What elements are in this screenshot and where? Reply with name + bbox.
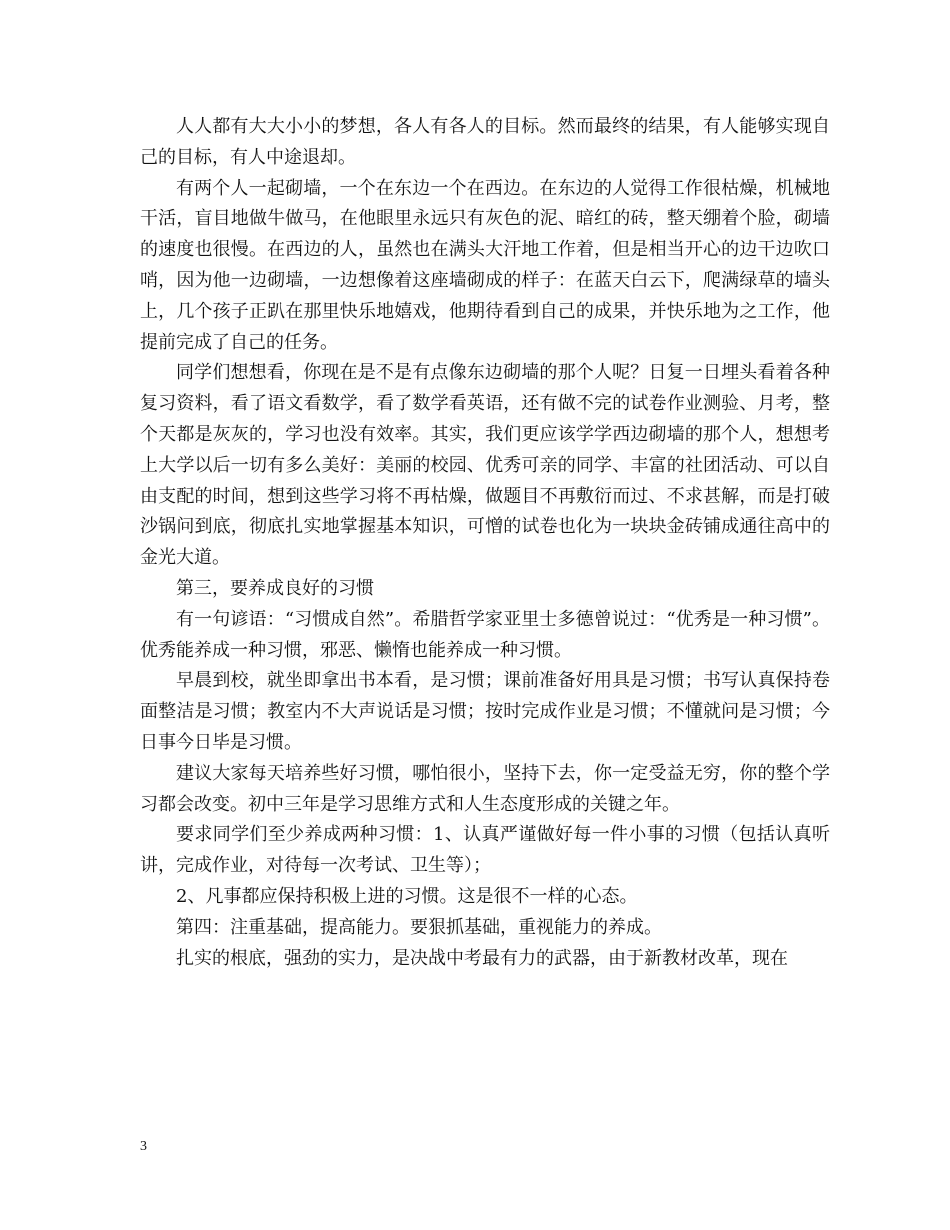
paragraph-foundation: 扎实的根底，强劲的实力，是决战中考最有力的武器，由于新教材改革，现在 bbox=[176, 947, 788, 969]
paragraph-requirement-2: 2、凡事都应保持积极上进的习惯。这是很不一样的心态。 bbox=[176, 885, 638, 907]
heading-third-habits: 第三，要养成良好的习惯 bbox=[176, 577, 374, 599]
paragraph-suggestion: 建议大家每天培养些好习惯，哪怕很小，坚持下去，你一定受益无穷，你的整个学习都会改变。初中三年是学习思维方式和人生态度形成的关键之年。 bbox=[140, 762, 830, 815]
paragraph-students: 同学们想想看，你现在是不是有点像东边砌墙的那个人呢？日复一日埋头看着各种复习资料，看了语文看数学，看了数学看英语，还有做不完的试卷作业测验、月考，整个天都是灰灰的，学习也没有效率。其实，我们更应该学学西边砌墙的那个人，想想考上大学以后一切有多么美好：美丽的校园、优秀可亲的同学、丰富的社团活动、可以自由支配的时间，想到这些学习将不再枯燥，做题目不再敷衍而过、不求甚解，而是打破沙锅问到底，彻底扎实地掌握基本知识，可憎的试卷也化为一块块金砖铺成通往高中的金光大道。 bbox=[140, 362, 830, 569]
paragraph-bricklayers: 有两个人一起砌墙，一个在东边一个在西边。在东边的人觉得工作很枯燥，机械地干活，盲目地做牛做马，在他眼里永远只有灰色的泥、暗红的砖，整天绷着个脸，砌墙的速度也很慢。在西边的人，虽然也在满头大汗地工作着，但是相当开心的边干边吹口哨，因为他一边砌墙，一边想像着这座墙砌成的样子：在蓝天白云下，爬满绿草的墙头上，几个孩子正趴在那里快乐地嬉戏，他期待看到自己的成果，并快乐地为之工作，他提前完成了自己的任务。 bbox=[140, 177, 830, 353]
page-number: 3 bbox=[140, 1139, 147, 1154]
paragraph-proverb: 有一句谚语：“习惯成自然”。希腊哲学家亚里士多德曾说过：“优秀是一种习惯”。优秀能养成一种习惯，邪恶、懒惰也能养成一种习惯。 bbox=[140, 608, 830, 661]
heading-fourth-basics: 第四：注重基础，提高能力。要狠抓基础，重视能力的养成。 bbox=[176, 916, 662, 938]
body-text bbox=[140, 112, 830, 974]
paragraph-habit-examples: 早晨到校，就坐即拿出书本看，是习惯；课前准备好用具是习惯；书写认真保持卷面整洁是习惯；教室内不大声说话是习惯；按时完成作业是习惯；不懂就问是习惯；今日事今日毕是习惯。 bbox=[140, 670, 830, 753]
paragraph-dreams: 人人都有大大小小的梦想，各人有各人的目标。然而最终的结果，有人能够实现自己的目标，有人中途退却。 bbox=[140, 116, 830, 168]
paragraph-requirement-1: 要求同学们至少养成两种习惯：1、认真严谨做好每一件小事的习惯（包括认真听讲，完成作业，对待每一次考试、卫生等）； bbox=[140, 824, 830, 877]
